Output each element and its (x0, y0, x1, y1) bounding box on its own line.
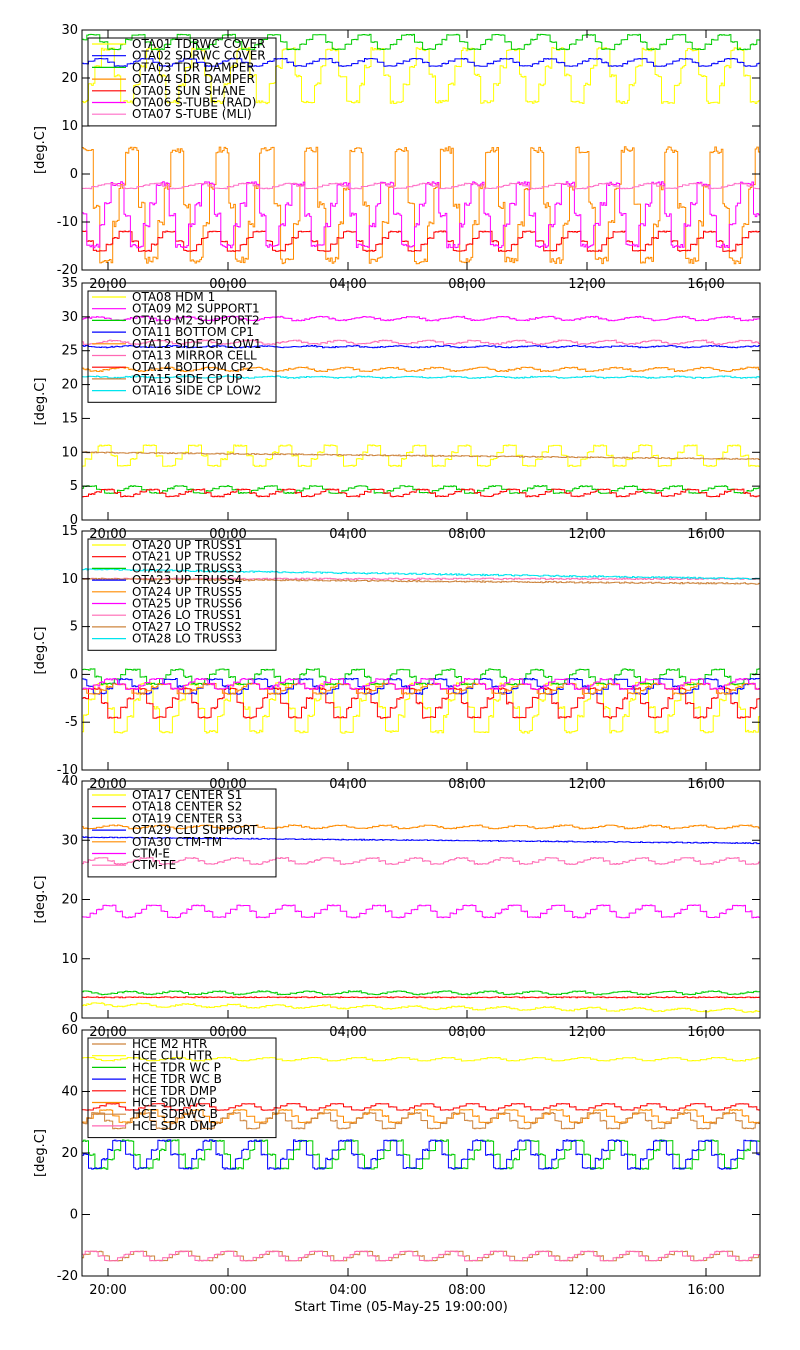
legend-label: OTA13 MIRROR CELL (132, 348, 257, 363)
x-tick-label: 12:00 (568, 1283, 606, 1298)
chart-panel-4 (33, 774, 760, 1040)
x-tick-label: 04:00 (329, 1283, 367, 1298)
legend-label: HCE TDR DMP (132, 1083, 217, 1098)
legend-label: OTA21 UP TRUSS2 (132, 549, 243, 564)
y-axis-title: [deg.C] (33, 377, 48, 426)
y-tick-label: 10 (61, 571, 78, 587)
legend-label: HCE SDR DMP (132, 1118, 217, 1133)
x-tick-label: 20:00 (89, 1283, 127, 1298)
x-tick-label: 20:00 (89, 777, 127, 792)
series-line (82, 997, 760, 998)
legend-label: OTA06 S-TUBE (RAD) (132, 95, 257, 110)
y-tick-label: 40 (61, 774, 78, 789)
y-tick-label: -10 (56, 215, 78, 230)
series-line (82, 991, 760, 995)
legend-label: OTA29 CLU SUPPORT (132, 823, 258, 838)
chart-panel-5 (33, 1023, 760, 1315)
x-tick-label: 04:00 (329, 277, 367, 292)
legend-label: OTA01 TDRWC COVER (132, 37, 266, 51)
legend-label: OTA03 TDR DAMPER (132, 60, 255, 75)
y-tick-label: -20 (56, 1269, 78, 1284)
legend-label: OTA04 SDR DAMPER (132, 72, 255, 87)
x-tick-label: 08:00 (448, 777, 486, 792)
legend-label: OTA14 BOTTOM CP2 (132, 360, 254, 375)
legend-label: OTA18 CENTER S2 (132, 799, 243, 814)
x-tick-label: 08:00 (448, 1283, 486, 1298)
y-tick-label: 30 (61, 309, 78, 325)
y-tick-label: 10 (61, 445, 78, 461)
legend-label: OTA11 BOTTOM CP1 (132, 325, 254, 340)
y-tick-label: 10 (61, 119, 78, 134)
x-tick-label: 04:00 (329, 777, 367, 792)
legend-label: OTA17 CENTER S1 (132, 788, 243, 802)
x-tick-label: 16:00 (687, 277, 725, 292)
y-tick-label: 15 (61, 411, 78, 427)
x-tick-label: 08:00 (448, 277, 486, 292)
x-tick-label: 16:00 (687, 1283, 725, 1298)
y-tick-label: 5 (69, 619, 78, 635)
y-tick-label: 60 (61, 1023, 78, 1038)
legend (88, 37, 276, 126)
y-tick-label: 40 (61, 1084, 78, 1100)
x-tick-label: 00:00 (209, 277, 247, 292)
y-axis-title: [deg.C] (33, 875, 48, 924)
x-tick-label: 12:00 (568, 777, 606, 792)
legend-label: OTA10 M2 SUPPORT2 (132, 313, 260, 328)
y-tick-label: 0 (69, 1207, 78, 1223)
legend-label: OTA28 LO TRUSS3 (132, 631, 242, 646)
series-line (82, 1003, 760, 1012)
legend-label: OTA30 CTM-TM (132, 834, 223, 849)
y-tick-label: 20 (61, 377, 78, 393)
legend-label: HCE SDRWC P (132, 1095, 217, 1110)
x-tick-label: 16:00 (687, 1025, 725, 1040)
legend-label: OTA16 SIDE CP LOW2 (132, 383, 262, 398)
x-tick-label: 08:00 (448, 527, 486, 542)
x-tick-label: 16:00 (687, 527, 725, 542)
legend-label: OTA09 M2 SUPPORT1 (132, 301, 260, 316)
x-tick-label: 16:00 (687, 777, 725, 792)
chart-panel-1 (33, 23, 760, 292)
y-tick-label: 25 (61, 343, 78, 359)
legend-label: OTA19 CENTER S3 (132, 811, 243, 826)
legend-label: HCE TDR WC P (132, 1060, 221, 1075)
x-tick-label: 00:00 (209, 527, 247, 542)
y-tick-label: 10 (61, 951, 78, 967)
y-tick-label: -20 (56, 263, 78, 278)
y-tick-label: 30 (61, 23, 78, 38)
legend-label: OTA08 HDM 1 (132, 290, 216, 304)
legend-label: OTA24 UP TRUSS5 (132, 584, 243, 599)
y-tick-label: 0 (69, 1011, 78, 1026)
x-tick-label: 12:00 (568, 1025, 606, 1040)
x-tick-label: 00:00 (209, 1283, 247, 1298)
legend-label: OTA15 SIDE CP UP (132, 371, 243, 386)
series-line (82, 905, 760, 918)
legend (88, 1037, 276, 1138)
y-tick-label: 20 (61, 1146, 78, 1161)
y-axis-title: [deg.C] (33, 1129, 48, 1177)
y-axis-title: [deg.C] (33, 626, 48, 675)
legend-label: CTM-E (132, 846, 170, 861)
y-tick-label: 0 (69, 167, 78, 182)
y-axis-title: [deg.C] (33, 126, 48, 174)
legend-label: HCE M2 HTR (132, 1037, 208, 1051)
legend-label: OTA22 UP TRUSS3 (132, 561, 243, 576)
y-tick-label: -10 (56, 763, 78, 778)
legend-label: OTA25 UP TRUSS6 (132, 596, 243, 611)
legend-label: OTA07 S-TUBE (MLI) (132, 107, 252, 122)
y-tick-label: 20 (61, 892, 78, 908)
legend-label: HCE TDR WC B (132, 1072, 222, 1087)
legend-label: HCE SDRWC B (132, 1107, 218, 1122)
series-line (82, 1140, 760, 1169)
legend-label: OTA02 SDRWC COVER (132, 48, 266, 63)
chart-panel-2 (33, 276, 760, 542)
y-tick-label: 20 (61, 71, 78, 86)
y-tick-label: 5 (69, 479, 78, 495)
x-tick-label: 20:00 (89, 1025, 127, 1040)
x-tick-label: 00:00 (209, 1025, 247, 1040)
y-tick-label: 0 (69, 667, 78, 683)
legend-label: OTA27 LO TRUSS2 (132, 619, 242, 634)
x-tick-label: 08:00 (448, 1025, 486, 1040)
y-tick-label: 30 (61, 833, 78, 849)
y-tick-label: 15 (61, 524, 78, 539)
x-tick-label: 20:00 (89, 527, 127, 542)
x-tick-label: 20:00 (89, 277, 127, 292)
series-traces (82, 825, 760, 1012)
y-tick-label: -5 (65, 715, 78, 731)
x-axis-title: Start Time (05-May-25 19:00:00) (294, 1300, 508, 1315)
x-tick-label: 04:00 (329, 1025, 367, 1040)
legend (88, 538, 276, 650)
legend-label: OTA20 UP TRUSS1 (132, 538, 243, 552)
chart-panel-3 (33, 524, 760, 792)
x-tick-label: 12:00 (568, 527, 606, 542)
series-line (82, 231, 760, 251)
legend-label: OTA05 SUN SHANE (132, 83, 246, 98)
x-tick-label: 12:00 (568, 277, 606, 292)
legend-label: HCE CLU HTR (132, 1048, 213, 1063)
legend-label: OTA23 UP TRUSS4 (132, 573, 243, 588)
series-line (82, 858, 760, 865)
y-tick-label: 35 (61, 276, 78, 291)
legend-label: OTA12 SIDE CP LOW1 (132, 336, 262, 351)
x-tick-label: 04:00 (329, 527, 367, 542)
legend-label: CTM-TE (132, 858, 177, 873)
legend-label: OTA26 LO TRUSS1 (132, 608, 242, 623)
x-tick-label: 00:00 (209, 777, 247, 792)
y-tick-label: 0 (69, 513, 78, 528)
